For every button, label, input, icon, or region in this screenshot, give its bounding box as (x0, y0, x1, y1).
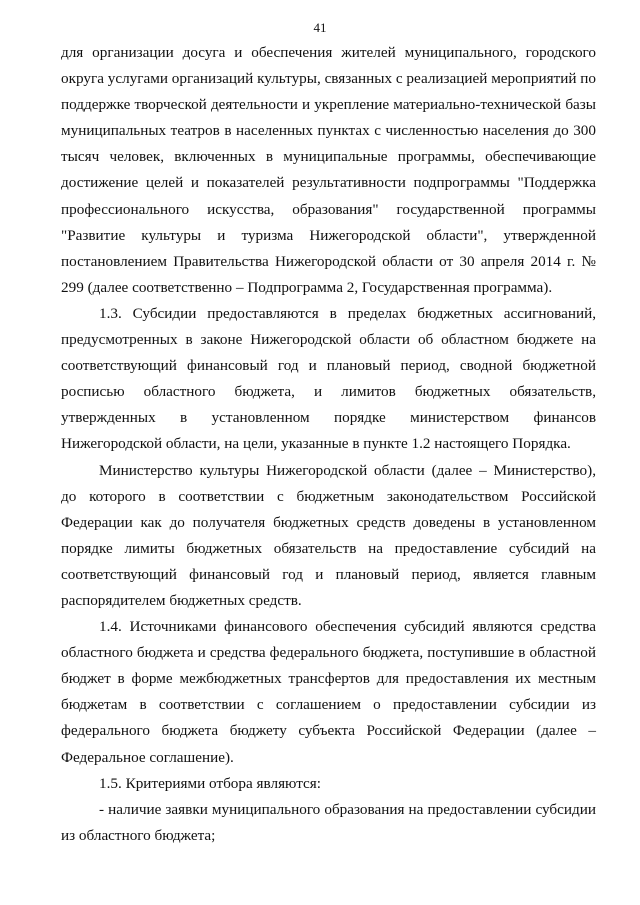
paragraph-1-3: 1.3. Субсидии предоставляются в пределах бюджетных ассигнований, предусмотренных в законе Нижегородской области об областном бюджете на соответствующий финансовый год и плановый период, сводной бюджетной росписью областного бюджета, и лимитов бюджетных обязательств, утвержденных в установленном порядке министерством финансов Нижегородской области, на цели, указанные в пункте 1.2 настоящего Порядка. (61, 304, 596, 453)
paragraph-1-5: 1.5. Критериями отбора являются: (99, 774, 321, 792)
page-number: 41 (313, 20, 327, 35)
paragraph-continuation: для организации досуга и обеспечения жителей муниципального, городского округа услугами организаций культуры, связанных с реализацией мероприятий по поддержке творческой деятельности и укрепление материально-технической базы муниципальных театров в населенных пунктах с численностью населения до 300 тысяч человек, включенных в муниципальные программы, обеспечивающие достижение целей и показателей результативности подпрограммы "Поддержка профессионального искусства, образования" государственной программы "Развитие культуры и туризма Нижегородской области", утвержденной постановлением Правительства Нижегородской области от 30 апреля 2014 г. № 299 (далее соответственно – Подпрограмма 2, Государственная программа). (61, 44, 596, 296)
paragraph-criteria-item: - наличие заявки муниципального образования на предоставлении субсидии из областного бюджета; (61, 800, 596, 844)
paragraph-ministry: Министерство культуры Нижегородской области (далее – Министерство), до которого в соответствии с бюджетным законодательством Российской Федерации как до получателя бюджетных средств доведены в установленном порядке лимиты бюджетных обязательств на предоставление субсидий на соответствующий финансовый год и плановый период, является главным распорядителем бюджетных средств. (61, 461, 596, 609)
paragraph-1-4: 1.4. Источниками финансового обеспечения субсидий являются средства областного бюджета и средства федерального бюджета, поступившие в областной бюджет в форме межбюджетных трансфертов для предоставления их местным бюджетам в соответствии с соглашением о предоставлении субсидии из федерального бюджета бюджету субъекта Российской Федерации (далее – Федеральное соглашение). (61, 618, 596, 766)
document-body (61, 40, 596, 849)
